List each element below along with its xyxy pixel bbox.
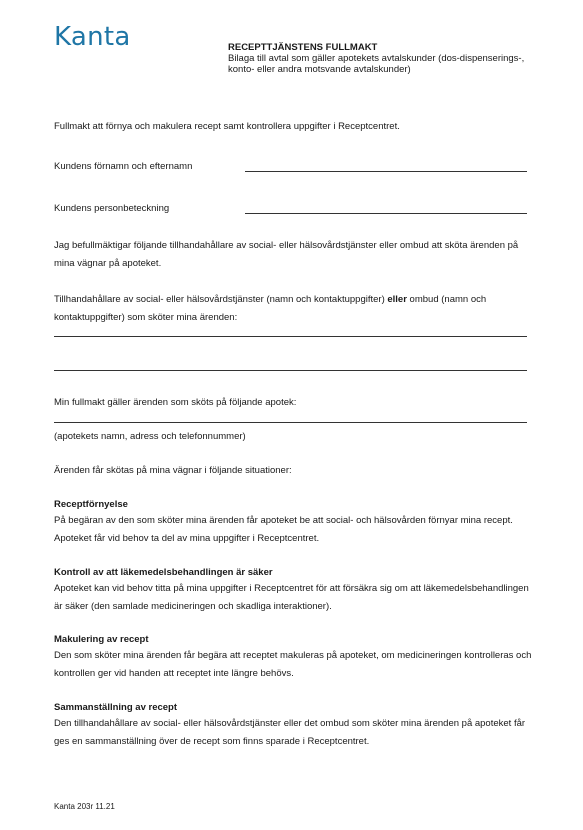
situations-intro: Ärenden får skötas på mina vägnar i följande situationer:	[54, 465, 292, 476]
section-body-summary: Den tillhandahållare av social- eller hälsovårdstjänster eller det ombud som sköter mina ärenden på apoteket får ges en sammanställning över de recept som finns sparade i Receptcentret.	[54, 718, 526, 747]
provider-line-1	[54, 336, 527, 337]
pharmacy-hint: (apotekets namn, adress och telefonnummer)	[54, 431, 246, 442]
intro-text: Fullmakt att förnya och makulera recept samt kontrollera uppgifter i Receptcentret.	[54, 121, 400, 132]
provider-line-2	[54, 370, 527, 371]
section-heading-safety: Kontroll av att läkemedelsbehandlingen är säker	[54, 567, 273, 578]
form-subtitle: Bilaga till avtal som gäller apotekets avtalskunder (dos-dispenserings-, konto- eller andra motsvande avtalskunder)	[228, 53, 525, 75]
footer-code: Kanta 203r 11.21	[54, 802, 115, 811]
kanta-logo: Kanta	[54, 22, 131, 52]
pharmacy-label: Min fullmakt gäller ärenden som sköts på följande apotek:	[54, 397, 297, 408]
pharmacy-line	[54, 422, 527, 423]
section-body-renewal: På begäran av den som sköter mina ärenden får apoteket be att social- och hälsovården förnyar mina recept. Apoteket får vid behov ta del av mina uppgifter i Receptcentret.	[54, 515, 513, 544]
section-heading-cancellation: Makulering av recept	[54, 634, 149, 645]
provider-text-before: Tillhandahållare av social- eller hälsovårdstjänster (namn och kontaktuppgifter)	[54, 294, 388, 305]
form-title: RECEPTTJÄNSTENS FULLMAKT	[228, 42, 378, 53]
authorization-text: Jag befullmäktigar följande tillhandahållare av social- eller hälsovårdstjänster eller ombud att sköta ärenden på mina vägnar på apoteket.	[54, 240, 519, 269]
section-heading-renewal: Receptförnyelse	[54, 499, 128, 510]
provider-text-or: eller	[387, 294, 407, 305]
customer-id-label: Kundens personbeteckning	[54, 203, 170, 214]
section-heading-summary: Sammanställning av recept	[54, 702, 178, 713]
provider-text	[54, 291, 534, 326]
section-body-safety: Apoteket kan vid behov titta på mina uppgifter i Receptcentret för att försäkra sig om att läkemedelsbehandlingen är säker (den samlade medicineringen och skadliga interaktioner).	[54, 583, 529, 612]
customer-name-line	[245, 171, 527, 172]
customer-id-line	[245, 213, 527, 214]
provider-text-after: ombud (namn och kontaktuppgifter) som sköter mina ärenden:	[54, 294, 487, 323]
section-body-cancellation: Den som sköter mina ärenden får begära att receptet makuleras på apoteket, om medicineringen kontrolleras och kontrollen ger vid handen att receptet inte längre behövs.	[54, 650, 532, 679]
customer-name-label: Kundens förnamn och efternamn	[54, 161, 193, 172]
